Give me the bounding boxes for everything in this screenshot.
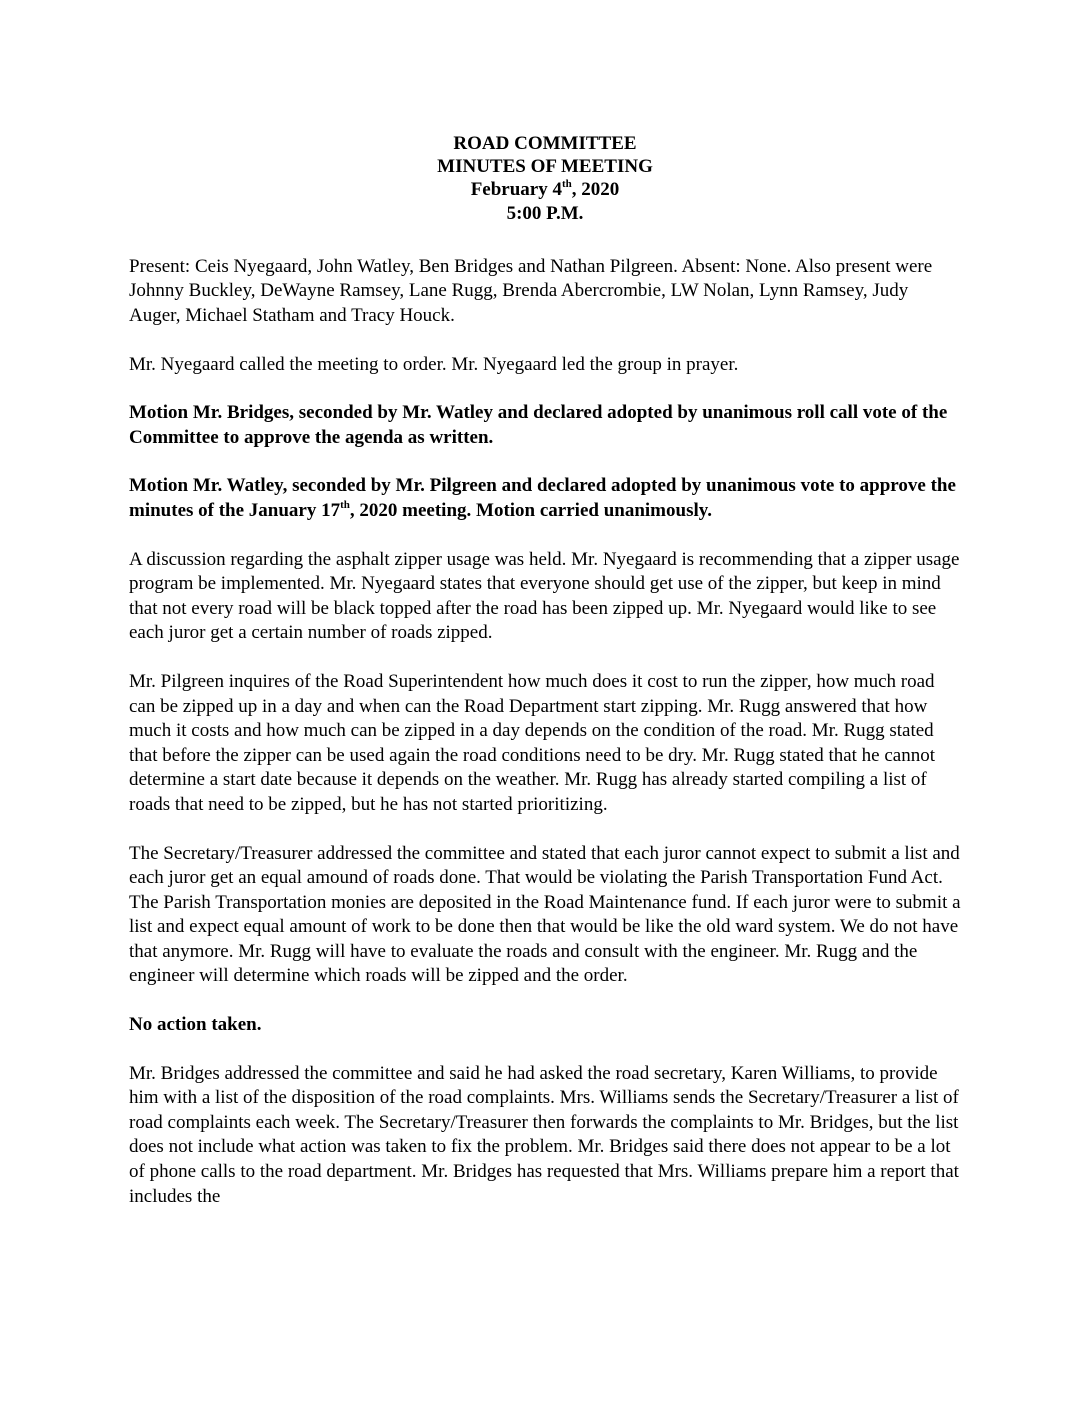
committee-title: ROAD COMMITTEE xyxy=(453,133,637,154)
agenda-motion: Motion Mr. Bridges, seconded by Mr. Watley and declared adopted by unanimous roll call vote of the Committee to approve the agenda as written. xyxy=(129,402,948,448)
no-action-note: No action taken. xyxy=(129,1014,262,1036)
document-heading xyxy=(129,132,961,225)
zipper-discussion-paragraph: A discussion regarding the asphalt zipper usage was held. Mr. Nyegaard is recommending that a zipper usage program be implemented. Mr. Nyegaard states that everyone should get use of the zipper, but keep in mind that not every road will be black topped after the road has been zipped up. Mr. Nyegaard would like to see each juror get a certain number of roads zipped. xyxy=(129,548,960,644)
secretary-treasurer-paragraph: The Secretary/Treasurer addressed the committee and stated that each juror cannot expect to submit a list and each juror get an equal amound of roads done. That would be violating the Parish Transportation Fund Act. The Parish Transportation monies are deposited in the Road Maintenance fund. If each juror were to submit a list and expect equal amount of work to be done then that would be like the old ward system. We do not have that anymore. Mr. Rugg will have to evaluate the roads and consult with the engineer. Mr. Rugg and the engineer will determine which roads will be zipped and the order. xyxy=(129,842,961,987)
minutes-motion-text: Motion Mr. Watley, seconded by Mr. Pilgreen and declared adopted by unanimous vote to approve the minutes of the January 17 xyxy=(129,475,956,521)
minutes-motion-ordinal: th xyxy=(340,498,350,511)
pilgreen-inquiry-paragraph: Mr. Pilgreen inquires of the Road Superintendent how much does it cost to run the zipper, how much road can be zipped up in a day and when can the Road Department start zipping. Mr. Rugg answered that how much it costs and how much can be zipped in a day depends on the condition of the road. Mr. Rugg stated that before the zipper can be used again the road conditions need to be dry. Mr. Rugg stated that he cannot determine a start date because it depends on the weather. Mr. Rugg has already started compiling a list of roads that need to be zipped, but he has not started prioritizing. xyxy=(129,670,936,815)
attendance-paragraph: Present: Ceis Nyegaard, John Watley, Ben Bridges and Nathan Pilgreen. Absent: None. Also present were Johnny Buckley, DeWayne Ramsey, Lane Rugg, Brenda Abercrombie, LW Nolan, Lynn Ramsey, Judy Auger, Michael Statham and Tracy Houck. xyxy=(129,255,933,326)
meeting-date-ordinal: th xyxy=(562,178,572,191)
bridges-complaints-paragraph: Mr. Bridges addressed the committee and said he had asked the road secretary, Karen Williams, to provide him with a list of the disposition of the road complaints. Mrs. Williams sends the Secretary/Treasurer a list of road complaints each week. The Secretary/Treasurer then forwards the complaints to Mr. Bridges, but the list does not include what action was taken to fix the problem. Mr. Bridges said there does not appear to be a lot of phone calls to the road department. Mr. Bridges has requested that Mrs. Williams prepare him a report that includes the xyxy=(129,1062,959,1207)
meeting-time: 5:00 P.M. xyxy=(506,202,584,224)
meeting-date-year: , 2020 xyxy=(571,179,620,201)
meeting-date-main: February 4 xyxy=(470,179,562,201)
call-to-order-paragraph: Mr. Nyegaard called the meeting to order. Mr. Nyegaard led the group in prayer. xyxy=(129,353,739,375)
minutes-title: MINUTES OF MEETING xyxy=(437,156,653,178)
minutes-motion xyxy=(129,474,961,523)
meeting-date xyxy=(129,178,961,201)
minutes-page xyxy=(129,132,961,1233)
minutes-motion-tail: , 2020 meeting. Motion carried unanimously. xyxy=(349,499,712,521)
